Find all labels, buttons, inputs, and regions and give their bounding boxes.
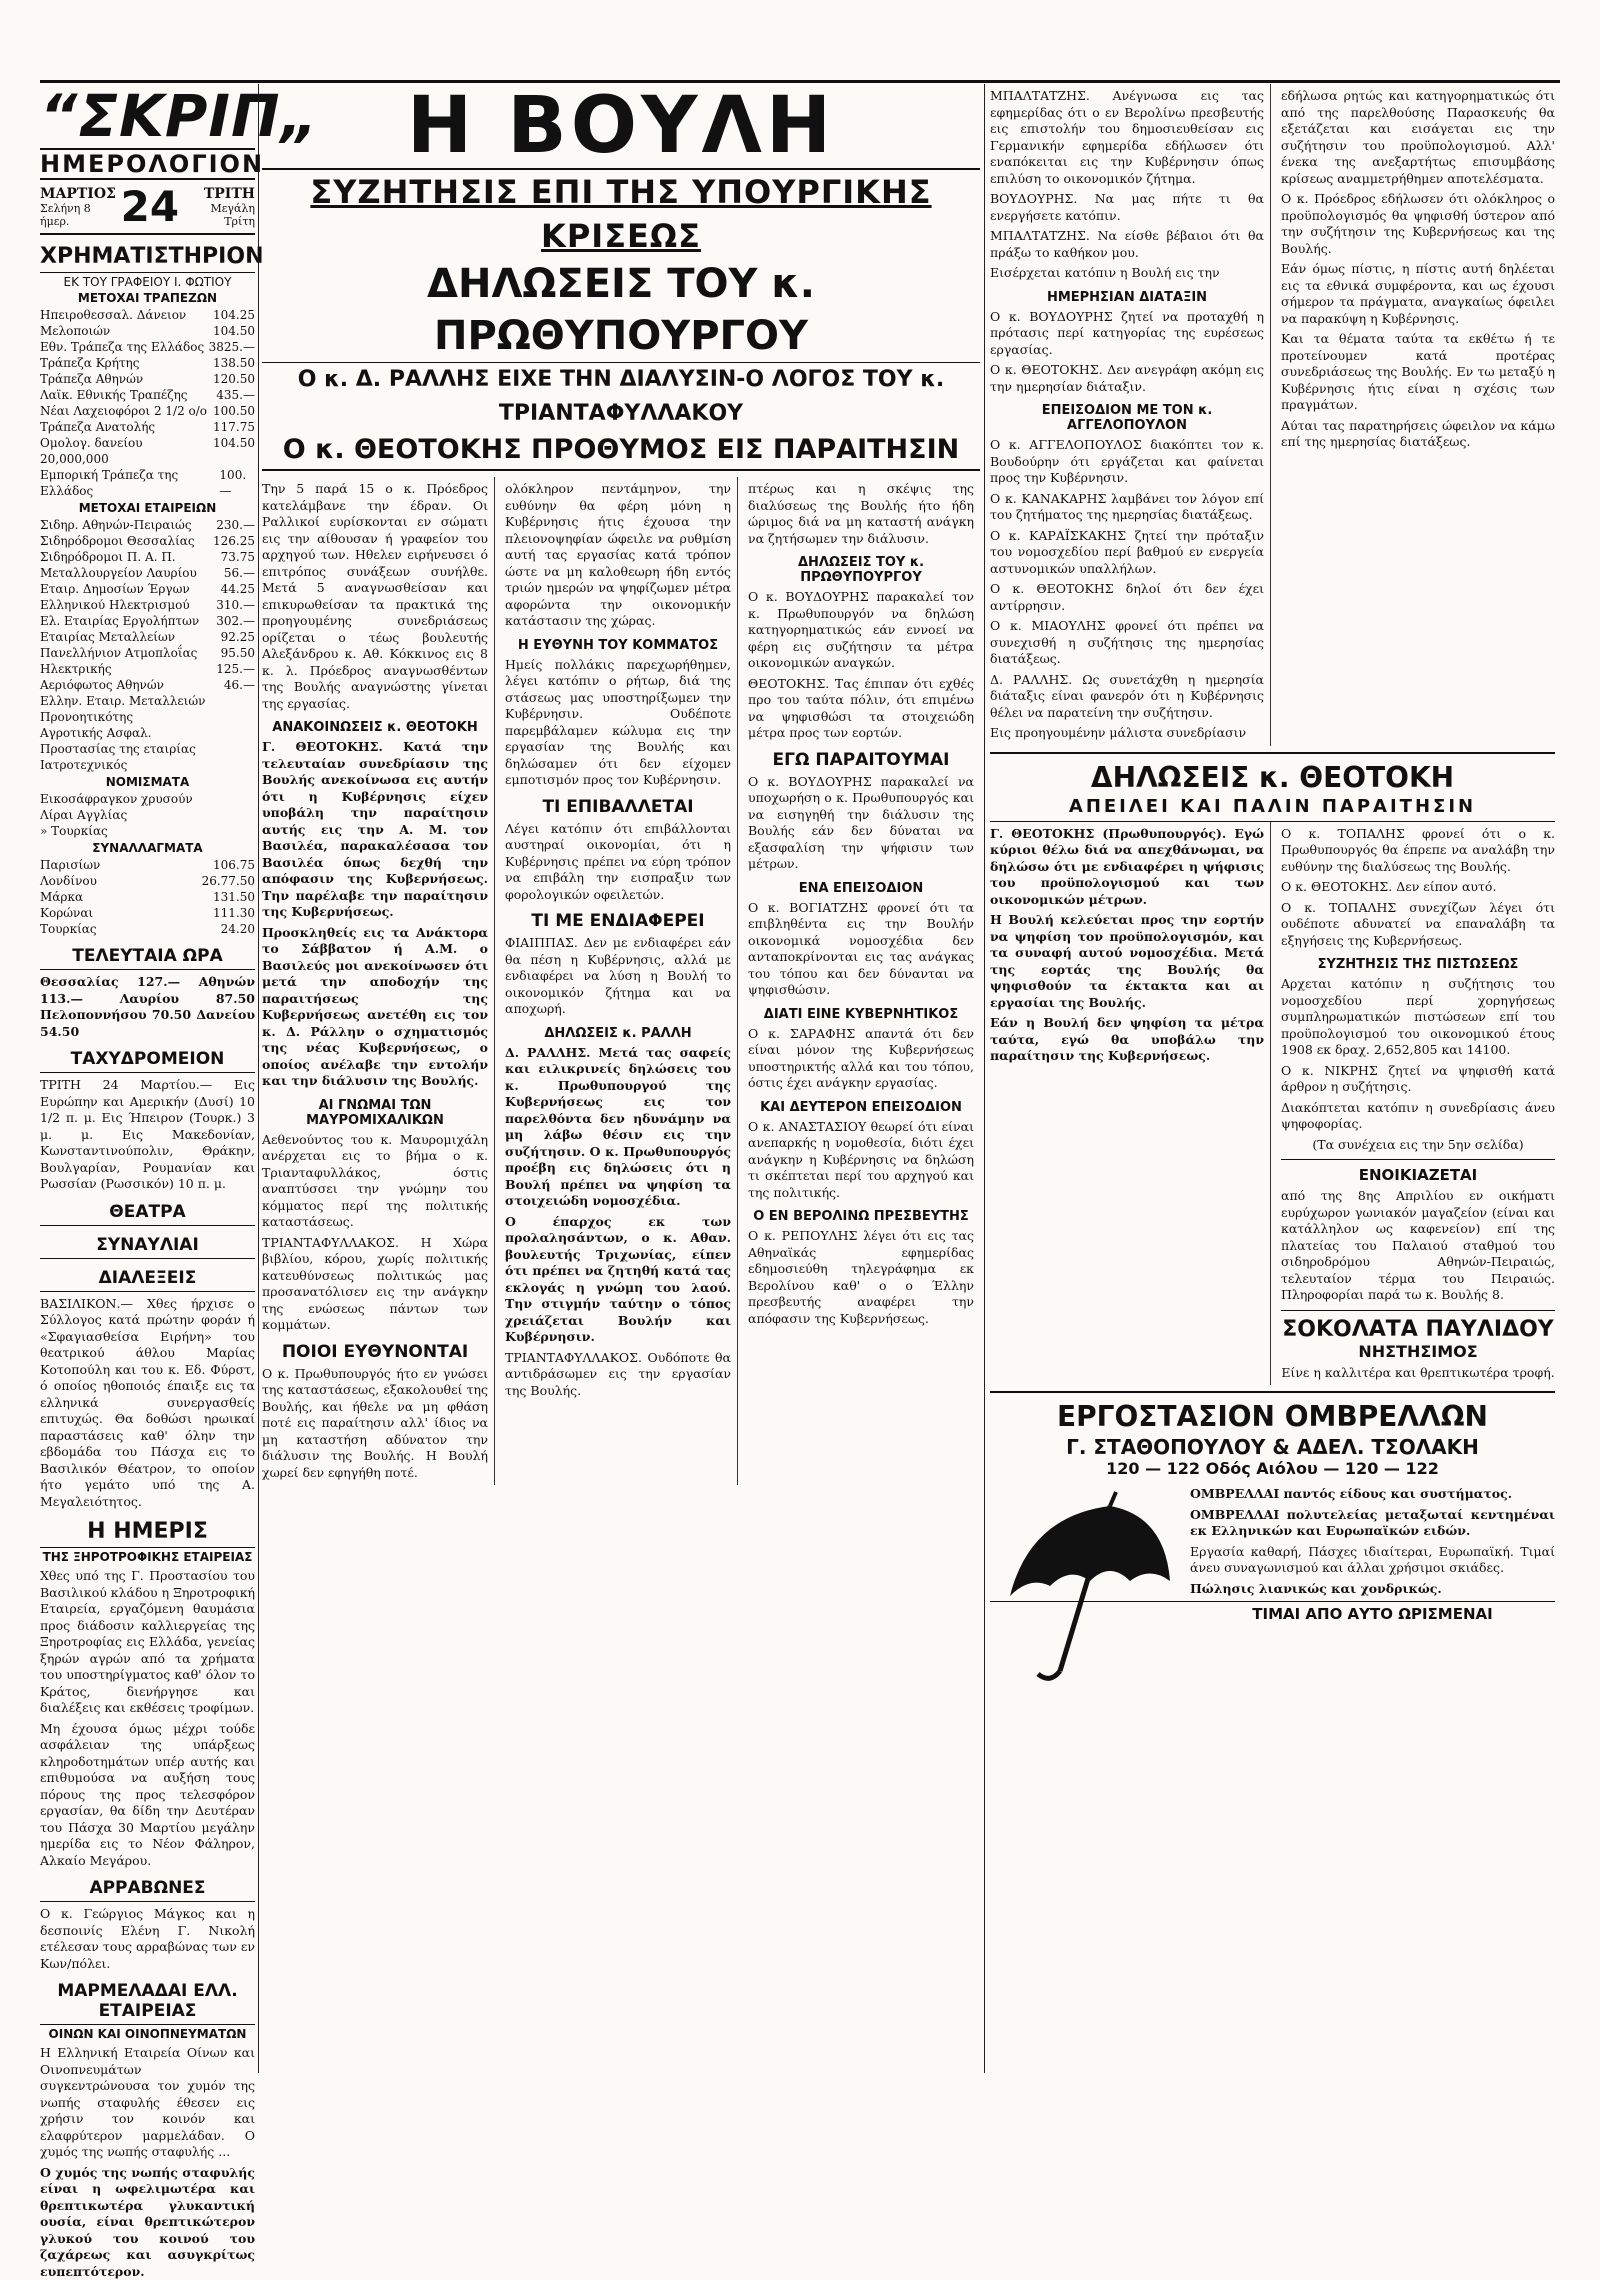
section-heading: ΕΝΑ ΕΠΕΙΣΟΔΙΟΝ	[748, 881, 974, 896]
umbrella-ad-text-2: ΟΜΒΡΕΛΛΑΙ πολυτελείας μεταξωταί κεντημέναι εκ Ελληνικών και Ευρωπαϊκών ειδών.	[990, 1507, 1555, 1540]
paragraph: Ο κ. ΘΕΟΤΟΚΗΣ δηλοί ότι δεν έχει αντίρρησιν.	[990, 581, 1264, 614]
imeris-title: Η ΗΜΕΡΙΣ	[40, 1516, 255, 1548]
table-row	[40, 725, 255, 741]
almanac-title: ΗΜΕΡΟΛΟΓΙΟΝ	[40, 148, 255, 180]
paragraph: Ο κ. ΒΟΓΙΑΤΖΗΣ φρονεί ότι τα επιβληθέντα εις την Βουλήν οικονομικά νομοσχέδια δεν ανταποκρίνονται εις τας ανάγκας του τόπου και δεν δύνανται να ψηφισθώσιν.	[748, 900, 974, 999]
table-row	[40, 807, 255, 823]
paragraph: Δ. ΡΑΛΛΗΣ. Μετά τας σαφείς και ειλικρινείς δηλώσεις του κ. Πρωθυπουργού της Κυβερνήσεως εις τον παρελθόντα δεν ηδυνάμην να μη λάβω θέσιν εις την συζήτησιν. Ο κ. Πρωθυπουργός προέβη εις δηλώσεις ότι η Βουλή πρέπει να ψηφίση τα στοιχειώδη νομοσχέδια.	[505, 1045, 731, 1210]
wine-text: Η Ελληνική Εταιρεία Οίνων και Οινοπνευμάτων συγκεντρώνουσα τον χυμόν της νωπής σταφυλής έθεσεν εις χρήσιν τον κοινόν και ελαφρύτερον μαρμελάδαν. Ο χυμός της νωπής σταφυλής ...	[40, 2045, 255, 2161]
chocolate-ad-subtitle: ΝΗΣΤΗΣΙΜΟΣ	[1281, 1342, 1555, 1361]
paragraph: Ο κ. ΚΑΝΑΚΑΡΗΣ λαμβάνει τον λόγον επί του ζητήματος της ημερησίας διατάξεως.	[990, 491, 1264, 524]
umbrella-ad-text-3: Εργασία καθαρή, Πάσχες ιδιαίτεραι, Ευρωπαϊκή. Τιμαί άνευ συναγωνισμού και άλλαι χρήσιμοι σκιάδες.	[990, 1544, 1555, 1577]
table-row	[40, 757, 255, 773]
row-label: Λονδίνου	[40, 873, 97, 889]
paragraph: Ο κ. ΑΓΓΕΛΟΠΟΥΛΟΣ διακόπτει τον κ. Βουδούρην ότι εργάζεται και φαίνεται προς την Κυβέρνησιν.	[990, 437, 1264, 487]
paragraph: ΜΠΑΛΤΑΤΖΗΣ. Ανέγνωσα εις τας εφημερίδας ότι ο εν Βερολίνω πρεσβευτής εις επιστολήν του δημοσιευθείσαν εις Γερμανικήν εφημερίδα εδήλωσεν ότι εναπόκειται εις την Κυβέρνησιν όπως επιλύση το οικονομικόν ζήτημα.	[990, 88, 1264, 187]
intro-paragraph: Την 5 παρά 15 ο κ. Πρόεδρος κατελάμβανε την έδραν. Οι Ραλλικοί ευρίσκονται εν σώματι εις την αίθουσαν ή γραφείον του αρχηγού των. Ηθελεν ειρήνευσει ό επιτρόπος συνάξεων συνήλθε. Μετά 5 αναγνωσθείσαν και επικυρωθείσαν τα πρακτικά της προηγουμένης συνεδριάσεως ορίζεται ο τέως βουλευτής Αλεξάνδρου κ. Αθ. Κόκκινος εις 8 κ. λ. Πρόεδρος αναγνωσθέντων της Βουλής αναγνώστης γίνεται της εργασίας.	[262, 481, 488, 712]
theotoki-columns	[990, 822, 1555, 1386]
paragraph: Ημείς πολλάκις παρεχωρήθημεν, λέγει κατόπιν ο ρήτωρ, διά της στάσεως μας υποστηρίξωμεν την Κυβέρνησιν. Ουδέποτε παρεμβάλαμεν κώλυμα εις την εργασίαν της Βουλής και δηλώσαμεν ότι δεν είχομεν εμποτισμόν προς τον Κυβέρνησιν.	[505, 657, 731, 789]
main-headline: ΔΗΛΩΣΕΙΣ ΤΟΥ κ. ΠΡΩΘΥΠΟΥΡΓΟΥ	[262, 258, 980, 362]
paragraph: Αύται τας παρατηρήσεις ώφειλον να κάμω επί της ημερησίας διατάξεως.	[1281, 418, 1555, 451]
rent-ad-text: από της 8ης Απριλίου εν οικήματι ευρύχωρον γωνιακόν μαγαζείον (είναι και κατάλληλον ως καφενείον) επί της πλατείας του Παλαιού σταθμού του σιδηροδρόμου Αθηνών-Πειραιώς, τελευταίον τέρμα του Πειραιώς. Πληροφορίαι παρά τω κ. Βουλής 8.	[1281, 1188, 1555, 1304]
table-row	[40, 921, 255, 937]
umbrella-ad-title: ΕΡΓΟΣΤΑΣΙΟΝ ΟΜΒΡΕΛΛΩΝ	[990, 1399, 1555, 1435]
umbrella-ad-body	[990, 1486, 1555, 1597]
engagements-text: Ο κ. Γεώργιος Μάγκος και η δεσποινίς Ελένη Γ. Νικολή ετέλεσαν τους αρραβώνας των εν Κων/πόλει.	[40, 1906, 255, 1972]
row-label: Παρισίων	[40, 857, 100, 873]
paragraph: Ο κ. ΘΕΟΤΟΚΗΣ. Δεν ανεγράφη ακόμη εις την ημερησίαν διάταξιν.	[990, 362, 1264, 395]
paragraph: ΘΕΟΤΟΚΗΣ. Τας έπιπαν ότι εχθές προ του ταύτα πόλιν, ότι επιμένω να ψηφισθώσι τα στοιχειώδη μέτρα προς των εορτών.	[748, 676, 974, 742]
paragraph: Ο κ. ΜΙΑΟΥΛΗΣ φρονεί ότι πρέπει να συνεχισθή η συζήτησις της ημερησίας διατάξεως.	[990, 618, 1264, 668]
section-heading: ΗΜΕΡΗΣΙΑΝ ΔΙΑΤΑΞΙΝ	[990, 290, 1264, 305]
row-value: 3825.—	[209, 339, 255, 355]
table-row	[40, 307, 255, 323]
row-label: Λίραι Αγγλίας	[40, 807, 127, 823]
row-value: 125.—	[216, 661, 255, 677]
section-heading: Η ΕΥΘΥΝΗ ΤΟΥ ΚΟΜΜΑΤΟΣ	[505, 638, 731, 653]
exchange-title: ΧΡΗΜΑΤΙΣΤΗΡΙΟΝ	[40, 241, 255, 273]
row-label: Κορώναι	[40, 905, 93, 921]
theotoki-col-2	[1281, 822, 1555, 1386]
concerts-title: ΣΥΝΑΥΛΙΑΙ	[40, 1232, 255, 1259]
table-row	[40, 597, 255, 613]
table-row	[40, 661, 255, 677]
paragraph: Ο κ. ΒΟΥΔΟΥΡΗΣ παρακαλεί να υποχωρήση ο κ. Πρωθυπουργός και να εισηγηθή την διάλυσιν της Βουλής εάν δεν δύναται να εξασφαλίση την ψήφισιν των μέτρων.	[748, 774, 974, 873]
row-value: 104.50	[213, 323, 255, 339]
last-hour-title: ΤΕΛΕΥΤΑΙΑ ΩΡΑ	[40, 943, 255, 970]
row-label: Εταιρίας Μεταλλείων	[40, 629, 175, 645]
row-value: 138.50	[213, 355, 255, 371]
table-row	[40, 371, 255, 387]
row-label: Σιδηρ. Αθηνών-Πειραιώς	[40, 517, 192, 533]
theotoki-col-1	[990, 822, 1271, 1386]
rent-ad-title: ΕΝΟΙΚΙΑΖΕΤΑΙ	[1281, 1166, 1555, 1184]
paragraph: ΤΡΙΑΝΤΑΦΥΛΛΑΚΟΣ. Ουδόποτε θα αντιδράσωμεν εις την εργασίαν της Βουλής.	[505, 1350, 731, 1400]
row-value: 100.50	[213, 403, 255, 419]
main-title: Η ΒΟΥΛΗ	[262, 84, 980, 170]
paragraph: Γ. ΘΕΟΤΟΚΗΣ. Κατά την τελευταίαν συνεδρίασιν της Βουλής ανεκοίνωσα εις αυτήν ότι η Κυβέρνησις είχεν υποβάλη την παραίτησιν αυτής εις την Α. Μ. τον Βασιλέα, παρακαλέσασα τον Βασιλέα όπως δεχθή την απόφασιν της Κυβερνήσεως. Την παρέλαβε την παραίτησιν της Κυβερνήσεως.	[262, 739, 488, 921]
column-divider	[984, 84, 985, 2073]
paragraph: Ο κ. ΣΑΡΑΦΗΣ απαντά ότι δεν είναι μόνον της Κυβερνήσεως υποστηρικτής αλλά και του τόπου, όστις έχει ανάγκην εργασίας.	[748, 1026, 974, 1092]
table-row	[40, 387, 255, 403]
umbrella-ad-text-4: Πώλησις λιανικώς και χονδρικώς.	[990, 1581, 1555, 1598]
row-value: 131.50	[213, 889, 255, 905]
row-label: Τράπεζα Αθηνών	[40, 371, 143, 387]
paragraph: Η Βουλή κελεύεται προς την εορτήν να ψηφίση τον προϋπολογισμόν, και τα συναφή αυτού νομοσχέδια. Μετά της εορτάς της Βουλής θα ψηφισθούν τα έκτακτα και αι εργασίαι της Βουλής.	[990, 912, 1264, 1011]
main-column	[262, 84, 980, 2073]
row-label: Μελοποιών	[40, 323, 110, 339]
paragraph: Ο κ. ΤΟΠΑΛΗΣ φρονεί ότι ο κ. Πρωθυπουργός θα έπρεπε να αναλάβη την ευθύνην της διαλύσεως της Βουλής.	[1281, 826, 1555, 876]
section-heading: ΔΙΑΤΙ ΕΙΝΕ ΚΥΒΕΡΝΗΤΙΚΟΣ	[748, 1007, 974, 1022]
paragraph: Ο κ. ΒΟΥΔΟΥΡΗΣ παρακαλεί τον κ. Πρωθυπουργόν να δηλώση κατηγορηματικώς εάν εννοεί να φέρη εις συζήτησιν τα μέτρα οικονομικών αναγκών.	[748, 589, 974, 672]
table-row	[40, 581, 255, 597]
table-row	[40, 565, 255, 581]
paragraph: Ο κ. ΡΕΠΟΥΛΗΣ λέγει ότι εις τας Αθηναϊκάς εφημερίδας εδημοσιεύθη τηλεγράφημα εκ Βερολίνου καθ' ο ο Έλλην πρεσβευτής αναφέρει την απόφασιν της Κυβερνήσεως.	[748, 1228, 974, 1327]
row-value: 230.—	[216, 517, 255, 533]
umbrella-ad-subtitle: Γ. ΣΤΑΘΟΠΟΥΛΟΥ & ΑΔΕΛ. ΤΣΟΛΑΚΗ	[990, 1435, 1555, 1459]
table-row	[40, 435, 255, 467]
paragraph: ΜΠΑΛΤΑΤΖΗΣ. Να είσθε βέβαιοι ότι θα πράξω το καθήκον μου.	[990, 228, 1264, 261]
row-label: Ηλεκτρικής	[40, 661, 112, 677]
section-heading: ΑΙ ΓΝΩΜΑΙ ΤΩΝ ΜΑΥΡΟΜΙΧΑΛΙΚΩΝ	[262, 1098, 488, 1128]
row-label: Λαϊκ. Εθνικής Τραπέζης	[40, 387, 188, 403]
paragraph: πτέρως και η σκέψις της διαλύσεως της Βουλής ήτο ήδη ώριμος διά να μη καταστή ανάγκη να ζητήσωμεν την διάλυσιν.	[748, 481, 974, 547]
chocolate-ad-title: ΣΟΚΟΛΑΤΑ ΠΑΥΛΙΔΟΥ	[1281, 1317, 1555, 1342]
paragraph: Ο κ. ΤΟΠΑΛΗΣ συνεχίζων λέγει ότι ουδέποτε αδυνατεί να επαναλάβη τα εξηγήσεις της Κυβερνήσεως.	[1281, 900, 1555, 950]
coins-list	[40, 791, 255, 839]
table-row	[40, 517, 255, 533]
row-value: 310.—	[216, 597, 255, 613]
paragraph: Αρχεται κατόπιν η συζήτησις του νομοσχεδίου περί χορηγήσεως συμπληρωματικών πιστώσεων επί του προϋπολογισμού του οικονομικού έτους 1908 εκ δραχ. 2,652,805 και 14100.	[1281, 976, 1555, 1059]
table-row	[40, 857, 255, 873]
table-row	[40, 741, 255, 757]
theatre-text: ΒΑΣΙΛΙΚΟΝ.— Χθες ήρχισε ο Σύλλογος κατά πρώτην φοράν ή «Σφαγιασθείσα Ειρήνη» του θεατρικού άθλου Μαρίας Κοτοπούλη και του κ. Εδ. Φύρστ, ό οποίος ηθοποιός έπαιξε εις τα ελληνικά συνεργασθείς επιτυχώς. Θα δοθώσι ηρωικαί παραστάσεις καθ' όλην την εβδομάδα του Πάσχα εις το Βασιλικόν Θέατρον, το οποίον ήτο γεμάτο υπό της Α. Μεγαλειότητος.	[40, 1296, 255, 1511]
row-label: Σιδηρόδρομοι Θεσσαλίας	[40, 533, 195, 549]
right-col-1	[990, 84, 1271, 746]
paragraph: ΤΡΙΑΝΤΑΦΥΛΛΑΚΟΣ. Η Χώρα βιβλίου, κόρου, χωρίς πολιτικής κατευθύνσεως πολιτικώς μας προσανατόλισεν εις την ανάγκην της ενώσεως πάντων των κομμάτων.	[262, 1235, 488, 1334]
paragraph: Εισέρχεται κατόπιν η Βουλή εις την	[990, 265, 1264, 282]
companies-list	[40, 517, 255, 773]
main-subtitle: ΣΥΖΗΤΗΣΙΣ ΕΠΙ ΤΗΣ ΥΠΟΥΡΓΙΚΗΣ ΚΡΙΣΕΩΣ	[262, 170, 980, 258]
chocolate-ad-text: Είνε η καλλιτέρα και θρεπτικωτέρα τροφή.	[1281, 1365, 1555, 1382]
paragraph: Δ. ΡΑΛΛΗΣ. Ως συνετάχθη η ημερησία διάταξις είναι φανερόν ότι η Κυβέρνησις θέλει να παρατείνη την συζήτησιν.	[990, 672, 1264, 722]
table-row	[40, 873, 255, 889]
row-label: Νέαι Λαχειοφόροι 2 1/2 ο/ο	[40, 403, 207, 419]
moon-phase: Σελήνη 8 ήμερ.	[40, 202, 121, 228]
row-label: Τράπεζα Ανατολής	[40, 419, 155, 435]
section-heading: ΕΠΕΙΣΟΔΙΟΝ ΜΕ ΤΟΝ κ. ΑΓΓΕΛΟΠΟΥΛΟΝ	[990, 403, 1264, 433]
post-title: ΤΑΧΥΔΡΟΜΕΙΟΝ	[40, 1046, 255, 1073]
umbrella-ad-address: 120 — 122 Οδός Αιόλου — 120 — 122	[990, 1459, 1555, 1478]
paragraph: Ο κ. ΒΟΥΔΟΥΡΗΣ ζητεί να προταχθή η πρότασις περί κατηγορίας της ευρέσεως εργασίας.	[990, 309, 1264, 359]
row-label: Ομολογ. δανείου 20,000,000	[40, 435, 213, 467]
row-value: 56.—	[224, 565, 255, 581]
wine-subtitle: ΟΙΝΩΝ ΚΑΙ ΟΙΝΟΠΝΕΥΜΑΤΩΝ	[40, 2027, 255, 2041]
section-heading: ΠΟΙΟΙ ΕΥΘΥΝΟΝΤΑΙ	[262, 1342, 488, 1362]
paragraph: Εάν όμως πίστις, η πίστις αυτή δηλέεται εις τα εθνικά συμφέροντα, και ως έχουσι σήμερον τα πράγματα, αναγκαίως όφειλει να παρακύψη η Κυβέρνησις.	[1281, 261, 1555, 327]
row-label: Πανελλήνιον Ατμοπλοΐας	[40, 645, 197, 661]
table-row	[40, 323, 255, 339]
paragraph: Αεθενούντος του κ. Μαυρομιχάλη ανέρχεται εις το βήμα ο κ. Τριανταφυλλάκος, όστις αναπτύσσει την γνώμην του κόμματος περί της πολιτικής καταστάσεως.	[262, 1132, 488, 1231]
umbrella-ad-text-1: ΟΜΒΡΕΛΛΑΙ παντός είδους και συστήματος.	[990, 1486, 1555, 1503]
row-label: Ελλην. Εταιρ. Μεταλλειών	[40, 693, 205, 709]
table-row	[40, 645, 255, 661]
imeris-text: Χθες υπό της Γ. Προστασίου του Βασιλικού κλάδου η Ξηροτροφική Εταιρεία, εργαζόμενη θαυμάσια προς διάδοσιν καλλιεργείας της Ξηροτροφίας εις Ελλάδα, γενείας ξηρών αγρών από τα χρήματα του υποστηρίγματος καθ' όλον το Κράτος, διενήργησε και διαλέξεις και εκθέσεις τροφίμων.	[40, 1568, 255, 1717]
row-label: Ελληνικού Ηλεκτρισμού	[40, 597, 190, 613]
section-heading: ΕΓΩ ΠΑΡΑΙΤΟΥΜΑΙ	[748, 750, 974, 770]
row-value: 435.—	[216, 387, 255, 403]
last-hour-text: Θεσσαλίας 127.— Αθηνών 113.— Λαυρίου 87.50 Πελοποννήσου 70.50 Δανείου 54.50	[40, 974, 255, 1040]
wine-text-2: Ο χυμός της νωπής σταφυλής είναι η ωφελιμωτέρα και θρεπτικωτέρα γλυκαντική ουσία, είναι θρεπτικώτερον γλυκού του κοινού του ζαχάρεως και ασυγκρίτως ευπεπτότερον.	[40, 2165, 255, 2280]
paragraph: Εις προηγουμένην μάλιστα συνεδρίασιν	[990, 725, 1264, 742]
table-row	[40, 613, 255, 629]
section-heading: ΣΥΖΗΤΗΣΙΣ ΤΗΣ ΠΙΣΤΩΣΕΩΣ	[1281, 957, 1555, 972]
month: ΜΑΡΤΙΟΣ	[40, 186, 121, 202]
paragraph: Ο έπαρχος εκ των προλαλησάντων, ο κ. Αθαν. βουλευτής Τριχωνίας, είπεν ότι πρέπει να ζητηθή κατά τας εκλογάς η γνώμη του λαού. Την στιγμήν ταύτην ο τόπος χρειάζεται Βουλήν και Κυβέρνησιν.	[505, 1214, 731, 1346]
lectures-title: ΔΙΑΛΕΞΕΙΣ	[40, 1265, 255, 1292]
row-value: 106.75	[213, 857, 255, 873]
row-value: 92.25	[221, 629, 255, 645]
paragraph: Ο κ. ΑΝΑΣΤΑΣΙΟΥ θεωρεί ότι είναι ανεπαρκής η νομοθεσία, διότι έχει ανάγκην η Κυβέρνησις να δηλώση τι σκέπτεται περί του αρχηγού και της πολιτικής.	[748, 1119, 974, 1202]
main-col-2	[505, 477, 738, 1485]
row-label: Ελ. Εταιρίας Εργολήπτων	[40, 613, 199, 629]
umbrella-illustration	[990, 1486, 1180, 1686]
section-heading: ΤΙ ΜΕ ΕΝΔΙΑΦΕΡΕΙ	[505, 911, 731, 931]
row-value: 26.77.50	[202, 873, 255, 889]
row-label: Προνοητικότης	[40, 709, 133, 725]
table-row	[40, 629, 255, 645]
post-text: ΤΡΙΤΗ 24 Μαρτίου.— Εις Ευρώπην και Αμερικήν (Δυσί) 10 1/2 π. μ. Εις Ήπειρον (Τουρκ.) 3 μ. μ. Εις Μακεδονίαν, Κωνσταντινούπολιν, Θράκην, Βουλγαρίαν, Ρουμανίαν και Ρωσσίαν (Ρωσσικόν) 10 π. μ.	[40, 1077, 255, 1193]
umbrella-ad-footer: ΤΙΜΑΙ ΑΠΟ ΑΥΤΟ ΩΡΙΣΜΕΝΑΙ	[990, 1601, 1555, 1623]
row-value: 73.75	[221, 549, 255, 565]
day-number: 24	[121, 182, 179, 231]
row-value: 126.25	[213, 533, 255, 549]
row-value: 100.—	[219, 467, 255, 499]
row-label: Προστασίας της εταιρίας	[40, 741, 196, 757]
main-col-3	[748, 477, 980, 1485]
paragraph: Εάν η Βουλή δεν ψηφίση τα μέτρα ταύτα, εγώ θα υποβάλω την παραίτησιν της Κυβερνήσεως.	[990, 1015, 1264, 1065]
right-column	[990, 84, 1555, 2073]
row-label: Ηπειροθεσσαλ. Δάνειον	[40, 307, 186, 323]
fx-title: ΣΥΝΑΛΛΑΓΜΑΤΑ	[40, 841, 255, 855]
divider	[1281, 1159, 1555, 1160]
paragraph: ΒΟΥΔΟΥΡΗΣ. Να μας πήτε τι θα ενεργήσετε κατόπιν.	[990, 191, 1264, 224]
row-label: Εικοσάφραγκον χρυσούν	[40, 791, 193, 807]
table-row	[40, 549, 255, 565]
paragraph: ολόκληρον πεντάμηνον, την ευθύνην θα φέρη μόνη η Κυβέρνησις ήτις έχουσα την πλειονοψηφίαν ώφειλε να ρυθμίση αυτή τας εργασίας κατά τρόπον ώστε να μη καλοθεωρη ήδη εντός τριών ημερών να ψηφίζωμεν μέτρα αφορώντα την οικονομικήν κατάστασιν της χώρας.	[505, 481, 731, 630]
table-row	[40, 905, 255, 921]
paragraph: εδήλωσα ρητώς και κατηγορηματικώς ότι από της παρελθούσης Παρασκευής θα εξετάζεται και εισάγεται εις την συζήτησιν του προϋπολογισμού. Αλλ' ένεκα της ανεξαρτήτως επισυμβάσης κρίσεως αναμμετρήθημεν αποτελέσματα.	[1281, 88, 1555, 187]
table-row	[40, 823, 255, 839]
divider	[990, 752, 1555, 754]
paragraph: Ο κ. ΘΕΟΤΟΚΗΣ. Δεν είπον αυτό.	[1281, 879, 1555, 896]
theatre-title: ΘΕΑΤΡΑ	[40, 1199, 255, 1226]
imeris-text-2: Μη έχουσα όμως μέχρι τούδε ασφάλειαν της υπάρξεως κληροδοτημάτων υπέρ αυτής και επιθυμούσα να αυξήση τους πόρους της προς τελεσφόρον εργασίαν, θα δίδη την Δευτέραν του Πάσχα 30 Μαρτίου μεγάλην ημερίδα εις το Νέον Φάληρον, Αλκαίο Μεγάρου.	[40, 1721, 255, 1870]
table-row	[40, 403, 255, 419]
main-columns	[262, 477, 980, 1485]
row-label: » Τουρκίας	[40, 823, 108, 839]
right-col-2	[1281, 84, 1555, 746]
row-label: Σιδηρόδρομοι Π. Α. Π.	[40, 549, 176, 565]
exchange-subtitle: ΕΚ ΤΟΥ ΓΡΑΦΕΙΟΥ Ι. ΦΩΤΙΟΥ	[40, 275, 255, 289]
section-heading: ΑΝΑΚΟΙΝΩΣΕΙΣ κ. ΘΕΟΤΟΚΗ	[262, 720, 488, 735]
left-column	[40, 84, 255, 2073]
umbrella-icon	[990, 1486, 1180, 1686]
masthead-title: “ΣΚΡΙΠ„	[40, 84, 255, 148]
row-value: 117.75	[213, 419, 255, 435]
divider	[990, 1391, 1555, 1393]
continuation-note: (Τα συνέχεια εις την 5ην σελίδα)	[1281, 1137, 1555, 1154]
divider	[1281, 1310, 1555, 1311]
table-row	[40, 677, 255, 693]
paragraph: Ο κ. ΚΑΡΑΪΣΚΑΚΗΣ ζητεί την πρόταξιν του νομοσχεδίου περί βαθμού εν ενεργεία αστυνομικών υπαλλήλων.	[990, 528, 1264, 578]
paragraph: Ο κ. Πρόεδρος εδήλωσεν ότι ολόκληρος ο προϋπολογισμός θα ψηφισθή ύστερον από την συζήτησιν της Κυβερνήσεως και της Βουλής.	[1281, 191, 1555, 257]
theotoki-title: ΔΗΛΩΣΕΙΣ κ. ΘΕΟΤΟΚΗ	[990, 760, 1555, 796]
companies-title: ΜΕΤΟΧΑΙ ΕΤΑΙΡΕΙΩΝ	[40, 501, 255, 515]
row-label: Αεριόφωτος Αθηνών	[40, 677, 164, 693]
row-value: 44.25	[221, 581, 255, 597]
table-row	[40, 791, 255, 807]
table-row	[40, 419, 255, 435]
section-heading: Ο ΕΝ ΒΕΡΟΛΙΝΩ ΠΡΕΣΒΕΥΤΗΣ	[748, 1209, 974, 1224]
banks-list	[40, 307, 255, 499]
fx-list	[40, 857, 255, 937]
row-label: Τράπεζα Κρήτης	[40, 355, 139, 371]
table-row	[40, 533, 255, 549]
row-value: 95.50	[221, 645, 255, 661]
main-deck: Ο κ. Δ. ΡΑΛΛΗΣ ΕΙΧΕ ΤΗΝ ΔΙΑΛΥΣΙΝ-Ο ΛΟΓΟΣ ΤΟΥ κ. ΤΡΙΑΝΤΑΦΥΛΛΑΚΟΥ	[262, 362, 980, 431]
paragraph: Και τα θέματα ταύτα τα εκθέτω ή τε προτείνουμεν κατά προτέρας συνεδριάσεως της Βουλής. Εν τω μεταξύ η Κυβέρνησις ήτις είναι η σχέσις των πραγμάτων.	[1281, 331, 1555, 414]
row-value: 120.50	[213, 371, 255, 387]
right-top-columns	[990, 84, 1555, 746]
row-label: Μεταλλουργείον Λαυρίου	[40, 565, 197, 581]
wine-title: ΜΑΡΜΕΛΑΔΑΙ ΕΛΛ. ΕΤΑΙΡΕΙΑΣ	[40, 1978, 255, 2025]
row-value: 111.30	[213, 905, 255, 921]
paragraph: ΦΙΑΙΠΠΑΣ. Δεν με ενδιαφέρει εάν θα πέση η Κυβέρνησις, αλλά με ενδιαφέρει να λύση η Βουλή το οικονομικόν ζήτημα και να αποχωρή.	[505, 935, 731, 1018]
row-label: Εμπορική Τράπεζα της Ελλάδος	[40, 467, 219, 499]
section-heading: ΔΗΛΩΣΕΙΣ κ. ΡΑΛΛΗ	[505, 1026, 731, 1041]
theotoki-subtitle: ΑΠΕΙΛΕΙ ΚΑΙ ΠΑΛΙΝ ΠΑΡΑΙΤΗΣΙΝ	[990, 796, 1555, 822]
table-row	[40, 693, 255, 709]
imeris-subtitle: ΤΗΣ ΞΗΡΟΤΡΟΦΙΚΗΣ ΕΤΑΙΡΕΙΑΣ	[40, 1550, 255, 1564]
row-label: Εταιρ. Δημοσίων Έργων	[40, 581, 190, 597]
row-value: 302.—	[216, 613, 255, 629]
table-row	[40, 889, 255, 905]
row-value: 104.25	[213, 307, 255, 323]
column-divider	[258, 84, 259, 2073]
table-row	[40, 467, 255, 499]
main-deck-2: Ο κ. ΘΕΟΤΟΚΗΣ ΠΡΟΘΥΜΟΣ ΕΙΣ ΠΑΡΑΙΤΗΣΙΝ	[262, 431, 980, 471]
section-heading: ΔΗΛΩΣΕΙΣ ΤΟΥ κ. ΠΡΩΘΥΠΟΥΡΓΟΥ	[748, 555, 974, 585]
dateline	[40, 180, 255, 235]
section-heading: ΤΙ ΕΠΙΒΑΛΛΕΤΑΙ	[505, 797, 731, 817]
row-label: Ιατροτεχνικός	[40, 757, 127, 773]
row-value: 104.50	[213, 435, 255, 467]
section-heading: ΚΑΙ ΔΕΥΤΕΡΟΝ ΕΠΕΙΣΟΔΙΟΝ	[748, 1100, 974, 1115]
row-value: 46.—	[224, 677, 255, 693]
table-row	[40, 355, 255, 371]
paragraph: Διακόπτεται κατόπιν η συνεδρίασις άνευ ψηφοφορίας.	[1281, 1100, 1555, 1133]
paragraph: Ο κ. Πρωθυπουργός ήτο εν γνώσει της καταστάσεως, εξακολουθεί της Βουλής, και ήθελε να μη φθάση ποτέ εις παραίτησιν αλλ' ίδιος να μη καταστήση αδύνατον την διάλυσιν της Βουλής. Η Βουλή χωρεί δεν εφηγήθη ποτέ.	[262, 1366, 488, 1482]
paragraph: Ο κ. ΝΙΚΡΗΣ ζητεί να ψηφισθή κατά άρθρον η συζήτησις.	[1281, 1063, 1555, 1096]
row-label: Εθν. Τράπεζα της Ελλάδος	[40, 339, 204, 355]
paragraph: Λέγει κατόπιν ότι επιβάλλονται αυστηραί οικονομίαι, ότι η Κυβέρνησις πρέπει να εύρη τρόπον να επιβάλη την εισπραξιν των φορολογικών οφειλετών.	[505, 821, 731, 904]
banks-title: ΜΕΤΟΧΑΙ ΤΡΑΠΕΖΩΝ	[40, 291, 255, 305]
row-label: Μάρκα	[40, 889, 83, 905]
row-label: Αγροτικής Ασφαλ.	[40, 725, 151, 741]
feast-day: Μεγάλη Τρίτη	[179, 202, 255, 228]
table-row	[40, 709, 255, 725]
paragraph: Γ. ΘΕΟΤΟΚΗΣ (Πρωθυπουργός). Εγώ κύριοι θέλω διά να απεχθάνωμαι, να δηλώσω ότι με ενδιαφέρει η ψήφισις του προϋπολογισμού και των οικονομικών μέτρων.	[990, 826, 1264, 909]
row-value: 24.20	[221, 921, 255, 937]
coins-title: ΝΟΜΙΣΜΑΤΑ	[40, 775, 255, 789]
table-row	[40, 339, 255, 355]
main-col-1	[262, 477, 495, 1485]
row-label: Τουρκίας	[40, 921, 97, 937]
engagements-title: ΑΡΡΑΒΩΝΕΣ	[40, 1875, 255, 1902]
weekday: ΤΡΙΤΗ	[179, 186, 255, 202]
paragraph: Προσκληθείς εις τα Ανάκτορα το Σάββατον ή Α.Μ. ο Βασιλεύς μοι ανεκοίνωσεν ότι μετά την αποδοχήν της παραιτήσεως της Κυβερνήσεως ανετέθη εις τον κ. Δ. Ράλλην ο σχηματισμός της νέας Κυβερνήσεως, ο οποίος ανέλαβε την εντολήν και την διάλυσιν της Βουλής.	[262, 925, 488, 1090]
